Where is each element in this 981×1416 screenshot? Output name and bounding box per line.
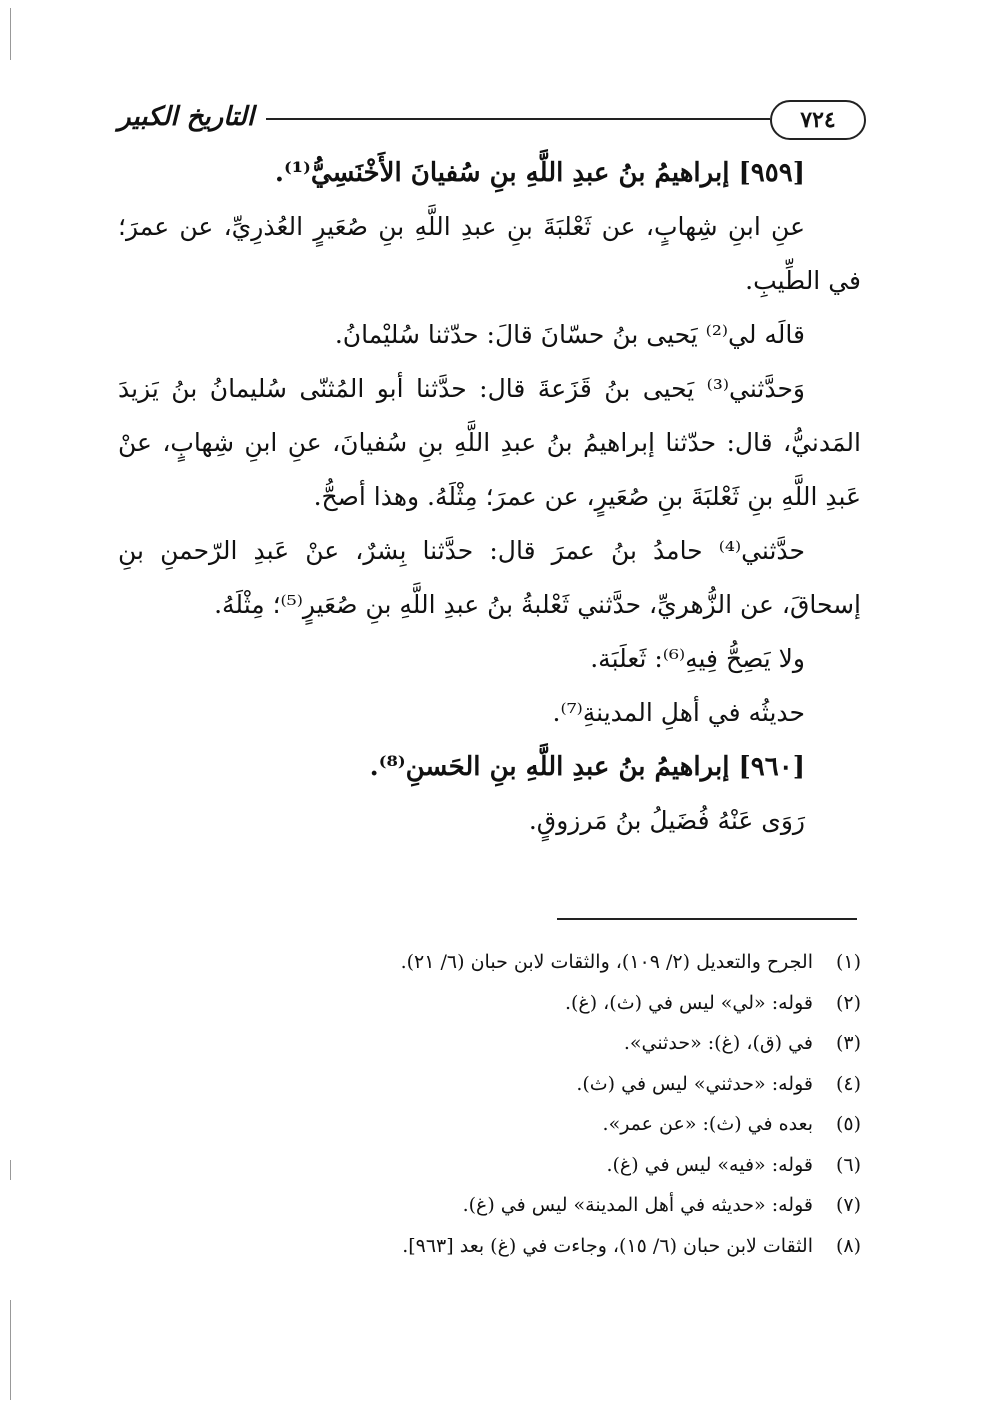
running-header xyxy=(118,98,866,144)
main-text xyxy=(118,146,861,848)
footnote-number: (٤) xyxy=(835,1072,861,1095)
footnote-number: (٥) xyxy=(835,1113,861,1135)
page-number: ٧٢٤ xyxy=(770,100,866,140)
entry-paragraph: عنِ ابنِ شِهابٍ، عن ثَعْلبَةَ بنِ عبدِ اللَّهِ بنِ صُعَيرٍ العُذرِيِّ، عن عمرَ؛ في الطِّيبِ. xyxy=(118,212,861,295)
footnote xyxy=(118,942,861,983)
footnotes xyxy=(118,942,861,1266)
scan-edge-mark xyxy=(10,8,11,60)
footnote-number: (٣) xyxy=(835,1032,861,1054)
footnote-text: قوله: «لي» ليس في (ث)، (غ). xyxy=(564,991,813,1014)
footnote-separator xyxy=(557,918,857,920)
footnote xyxy=(118,1023,861,1064)
footnote-text: قوله: «حدثني» ليس في (ث). xyxy=(576,1072,813,1095)
entry-paragraph: ولا يَصِحُّ فِيهِ⁽⁶⁾: ثَعلَبَة. xyxy=(590,644,805,673)
footnote-text: الثقات لابن حبان (٦/ ١٥)، وجاءت في (غ) بعد [٩٦٣]. xyxy=(402,1234,813,1257)
footnote xyxy=(118,1226,861,1267)
entry-paragraph: حديثُه في أهلِ المدينةِ⁽⁷⁾. xyxy=(552,698,805,727)
footnote-number: (٦) xyxy=(835,1153,861,1176)
footnote-text: قوله: «فيه» ليس في (غ). xyxy=(606,1153,813,1176)
entry-paragraph: حدَّثني⁽⁴⁾ حامدُ بنُ عمرَ قال: حدَّثنا بِشرٌ، عنْ عَبدِ الرّحمنِ بنِ إسحاقَ، عن الزُّهريِّ، حدَّثني ثَعْلبةُ بنُ عبدِ اللَّهِ بنِ صُعَيرٍ⁽⁵⁾؛ مِثْلَهُ. xyxy=(118,536,861,619)
scan-edge-mark xyxy=(10,1160,11,1180)
header-rule xyxy=(266,118,770,120)
footnote-number: (٨) xyxy=(835,1234,861,1257)
footnote-text: الجرح والتعديل (٢/ ١٠٩)، والثقات لابن حبان (٦/ ٢١). xyxy=(400,951,813,973)
entry-heading: [٩٦٠] إبراهيمُ بنُ عبدِ اللَّهِ بنِ الحَسنِ⁽⁸⁾. xyxy=(369,752,805,782)
entry-paragraph: رَوَى عَنْهُ فُضَيلُ بنُ مَرزوقٍ. xyxy=(528,806,805,835)
footnote-number: (١) xyxy=(835,951,861,973)
entry-paragraph: وَحدَّثني⁽³⁾ يَحيى بنُ قَزَعةَ قال: حدَّثنا أبو المُثنّى سُليمانُ بنُ يَزيدَ المَدنيُّ، قال: حدّثنا إبراهيمُ بنُ عبدِ اللَّهِ بنِ سُفيانَ، عنِ ابنِ شِهابٍ، عنْ عَبدِ اللَّهِ بنِ ثَعْلبَةَ بنِ صُعَيرٍ، عن عمرَ؛ مِثْلَهُ. وهذا أصحُّ. xyxy=(118,374,861,511)
footnote-number: (٧) xyxy=(835,1194,861,1216)
entry-heading: [٩٥٩] إبراهيمُ بنُ عبدِ اللَّهِ بنِ سُفيانَ الأَخْنَسِيُّ⁽¹⁾. xyxy=(274,158,805,188)
footnote-number: (٢) xyxy=(835,991,861,1014)
footnote xyxy=(118,983,861,1024)
footnote xyxy=(118,1104,861,1145)
footnote xyxy=(118,1145,861,1186)
entry-paragraph: قالَه لي⁽²⁾ يَحيى بنُ حسّانَ قالَ: حدّثنا سُليْمانُ. xyxy=(334,320,805,349)
footnote-text: في (ق)، (غ): «حدثني». xyxy=(623,1032,813,1054)
footnote xyxy=(118,1064,861,1105)
footnote xyxy=(118,1185,861,1226)
book-title: التاريخ الكبير xyxy=(118,102,255,132)
footnote-text: بعده في (ث): «عن عمر». xyxy=(602,1113,813,1135)
scan-edge-mark xyxy=(10,1300,11,1400)
footnote-text: قوله: «حديثه في أهل المدينة» ليس في (غ). xyxy=(462,1194,813,1216)
